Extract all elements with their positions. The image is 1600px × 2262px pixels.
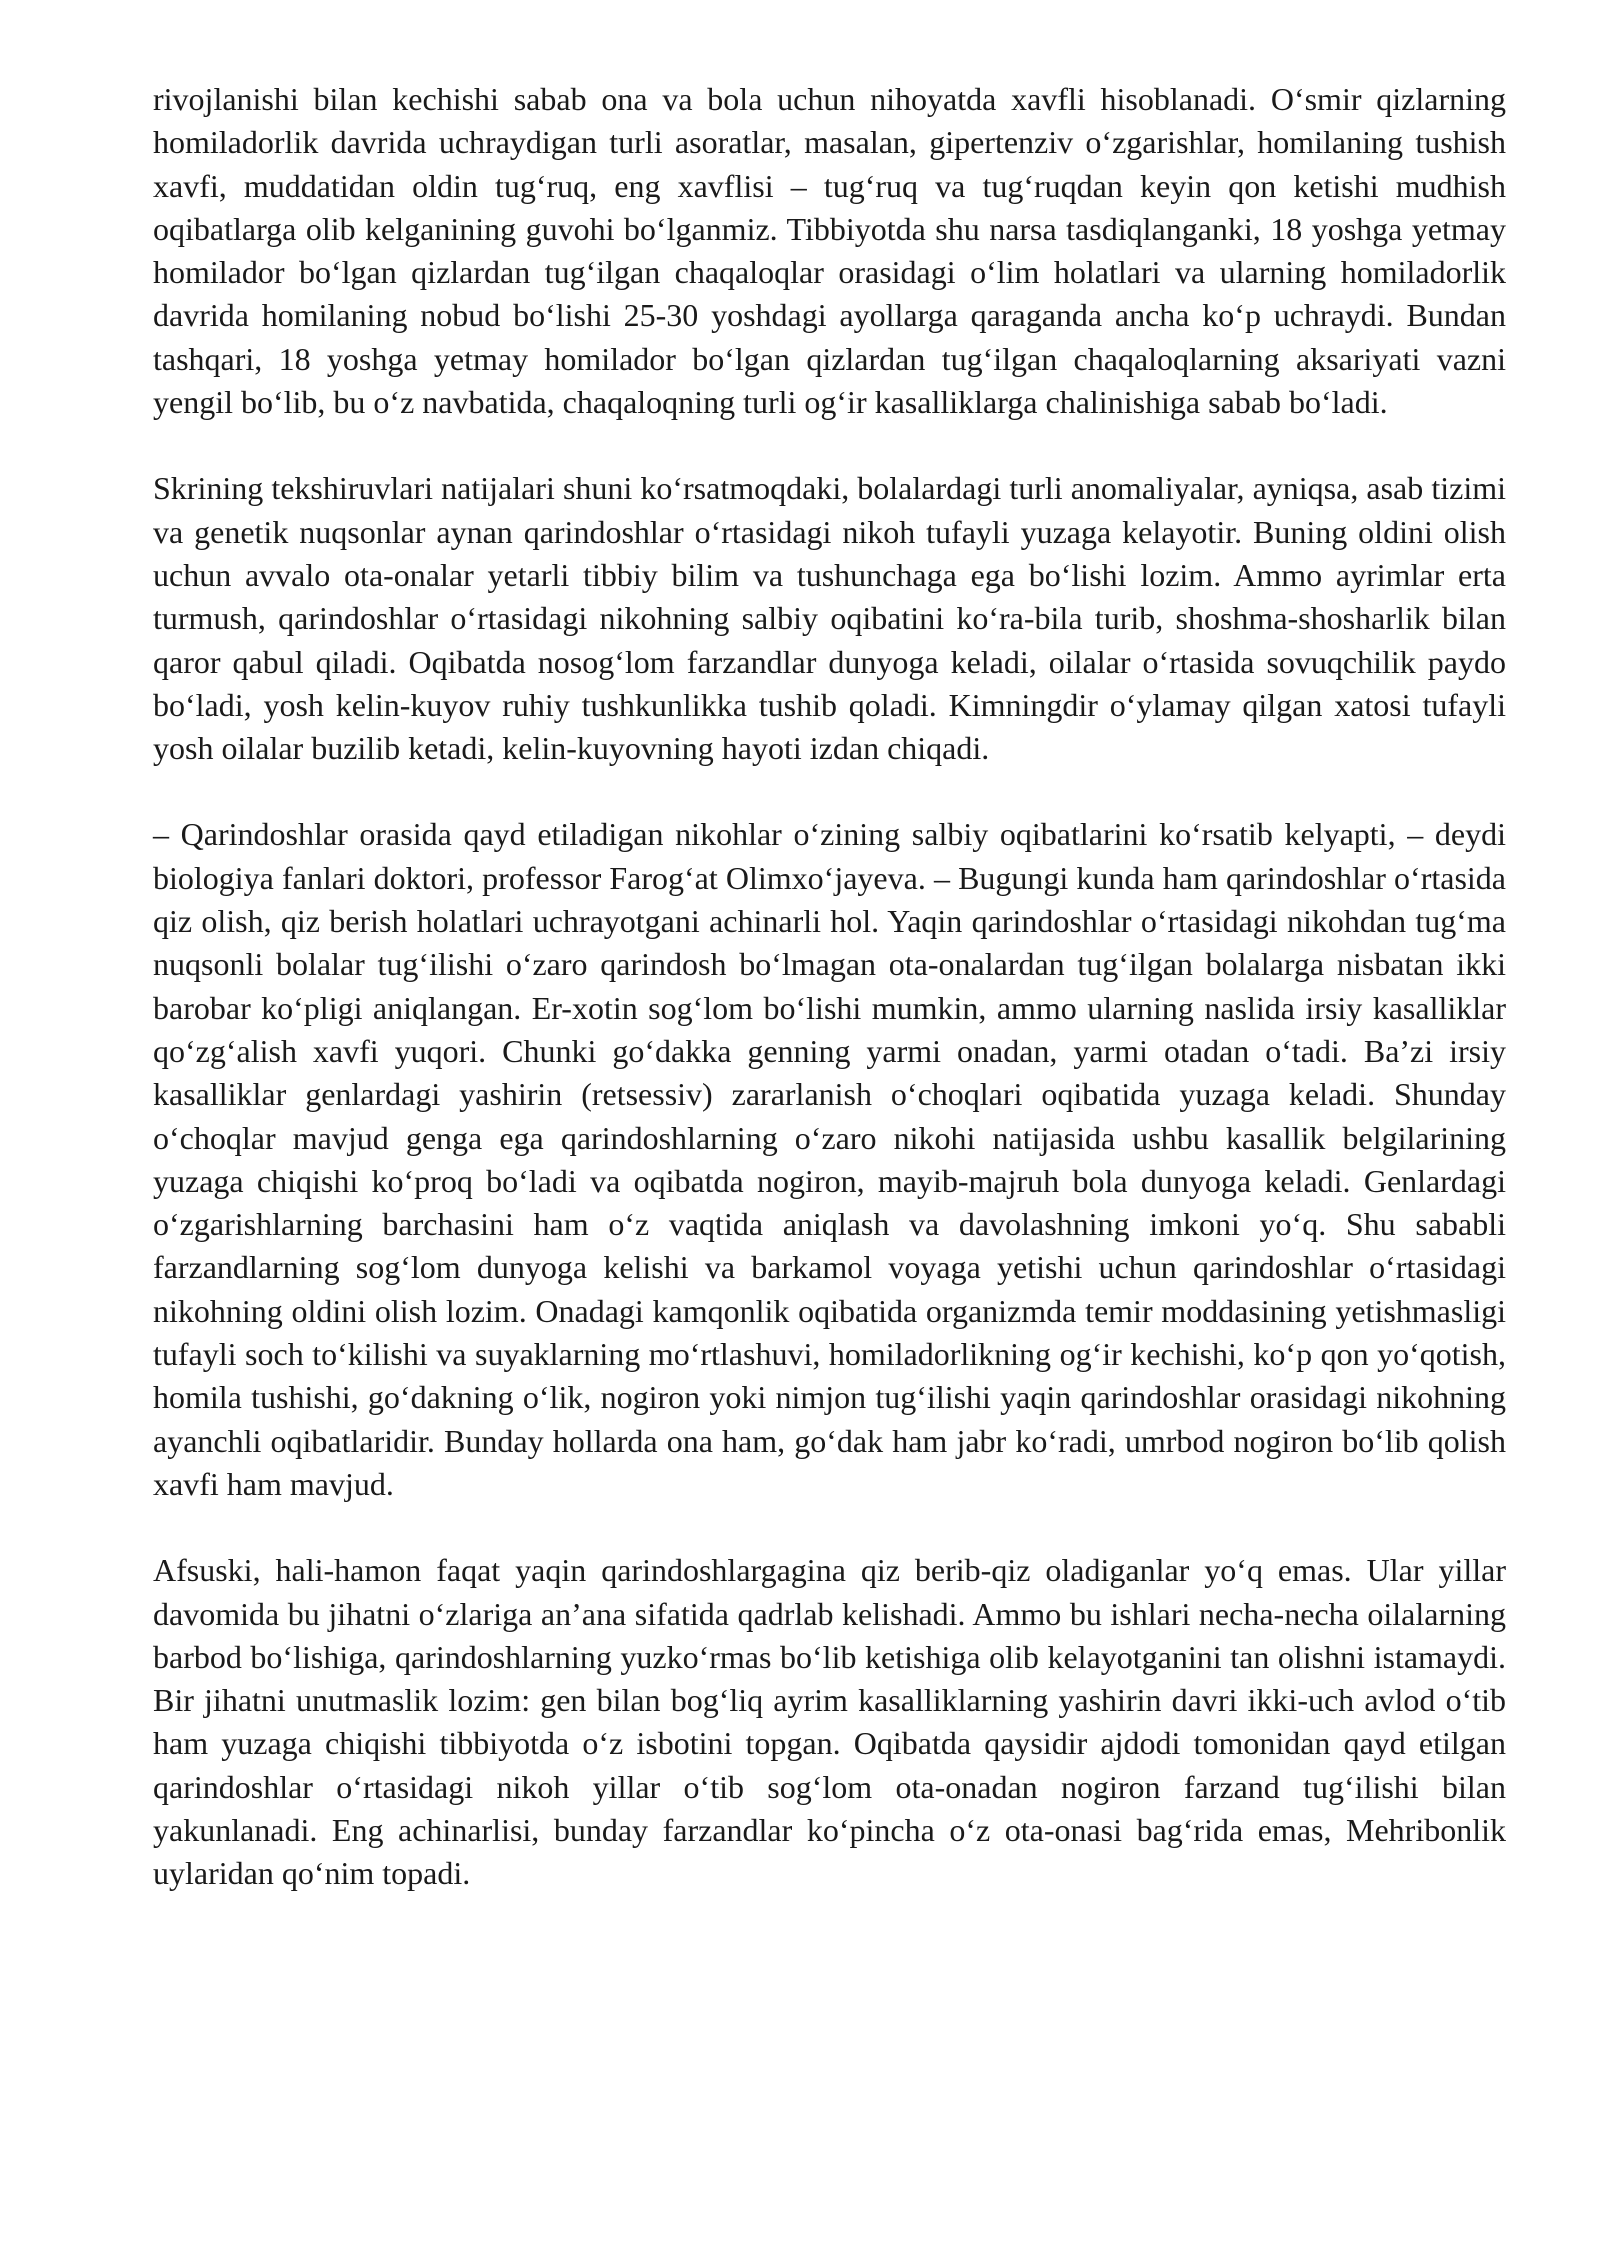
paragraph-4: Afsuski, hali-hamon faqat yaqin qarindoshlargagina qiz berib-qiz oladiganlar yo‘q emas. Ular yillar davomida bu jihatni o‘zlariga an’ana sifatida qadrlab kelishadi. Ammo bu ishlari necha-necha oilalarning barbod bo‘lishiga, qarindoshlarning yuzko‘rmas bo‘lib ketishiga olib kelayotganini tan olishni istamaydi. Bir jihatni unutmaslik lozim: gen bilan bog‘liq ayrim kasalliklarning yashirin davri ikki-uch avlod o‘tib ham yuzaga chiqishi tibbiyotda o‘z isbotini topgan. Oqibatda qaysidir ajdodi tomonidan qayd etilgan qarindoshlar o‘rtasidagi nikoh yillar o‘tib sog‘lom ota-onadan nogiron farzand tug‘ilishi bilan yakunlanadi. Eng achinarlisi, bunday farzandlar ko‘pincha o‘z ota-onasi bag‘rida emas, Mehribonlik uylaridan qo‘nim topadi.	[153, 1552, 1506, 1892]
document-page	[153, 78, 1506, 1896]
paragraph-2: Skrining tekshiruvlari natijalari shuni ko‘rsatmoqdaki, bolalardagi turli anomaliyalar, ayniqsa, asab tizimi va genetik nuqsonlar aynan qarindoshlar o‘rtasidagi nikoh tufayli yuzaga kelayotir. Buning oldini olish uchun avvalo ota-onalar yetarli tibbiy bilim va tushunchaga ega bo‘lishi lozim. Ammo ayrimlar erta turmush, qarindoshlar o‘rtasidagi nikohning salbiy oqibatini ko‘ra-bila turib, shoshma-shosharlik bilan qaror qabul qiladi. Oqibatda nosog‘lom farzandlar dunyoga keladi, oilalar o‘rtasida sovuqchilik paydo bo‘ladi, yosh kelin-kuyov ruhiy tushkunlikka tushib qoladi. Kimningdir o‘ylamay qilgan xatosi tufayli yosh oilalar buzilib ketadi, kelin-kuyovning hayoti izdan chiqadi.	[153, 470, 1506, 767]
paragraph-1: rivojlanishi bilan kechishi sabab ona va bola uchun nihoyatda xavfli hisoblanadi. O‘smir qizlarning homiladorlik davrida uchraydigan turli asoratlar, masalan, gipertenziv o‘zgarishlar, homilaning tushish xavfi, muddatidan oldin tug‘ruq, eng xavflisi – tug‘ruq va tug‘ruqdan keyin qon ketishi mudhish oqibatlarga olib kelganining guvohi bo‘lganmiz. Tibbiyotda shu narsa tasdiqlanganki, 18 yoshga yetmay homilador bo‘lgan qizlardan tug‘ilgan chaqaloqlar orasidagi o‘lim holatlari va ularning homiladorlik davrida homilaning nobud bo‘lishi 25-30 yoshdagi ayollarga qaraganda ancha ko‘p uchraydi. Bundan tashqari, 18 yoshga yetmay homilador bo‘lgan qizlardan tug‘ilgan chaqaloqlarning aksariyati vazni yengil bo‘lib, bu o‘z navbatida, chaqaloqning turli og‘ir kasalliklarga chalinishiga sabab bo‘ladi.	[153, 81, 1506, 421]
paragraph-3: – Qarindoshlar orasida qayd etiladigan nikohlar o‘zining salbiy oqibatlarini ko‘rsatib kelyapti, – deydi biologiya fanlari doktori, professor Farog‘at Olimxo‘jayeva. – Bugungi kunda ham qarindoshlar o‘rtasida qiz olish, qiz berish holatlari uchrayotgani achinarli hol. Yaqin qarindoshlar o‘rtasidagi nikohdan tug‘ma nuqsonli bolalar tug‘ilishi o‘zaro qarindosh bo‘lmagan ota-onalardan tug‘ilgan bolalarga nisbatan ikki barobar ko‘pligi aniqlangan. Er-xotin sog‘lom bo‘lishi mumkin, ammo ularning naslida irsiy kasalliklar qo‘zg‘alish xavfi yuqori. Chunki go‘dakka genning yarmi onadan, yarmi otadan o‘tadi. Ba’zi irsiy kasalliklar genlardagi yashirin (retsessiv) zararlanish o‘choqlari oqibatida yuzaga keladi. Shunday o‘choqlar mavjud genga ega qarindoshlarning o‘zaro nikohi natijasida ushbu kasallik belgilarining yuzaga chiqishi ko‘proq bo‘ladi va oqibatda nogiron, mayib-majruh bola dunyoga keladi. Genlardagi o‘zgarishlarning barchasini ham o‘z vaqtida aniqlash va davolashning imkoni yo‘q. Shu sababli farzandlarning sog‘lom dunyoga kelishi va barkamol voyaga yetishi uchun qarindoshlar o‘rtasidagi nikohning oldini olish lozim. Onadagi kamqonlik oqibatida organizmda temir moddasining yetishmasligi tufayli soch to‘kilishi va suyaklarning mo‘rtlashuvi, homiladorlikning og‘ir kechishi, ko‘p qon yo‘qotish, homila tushishi, go‘dakning o‘lik, nogiron yoki nimjon tug‘ilishi yaqin qarindoshlar orasidagi nikohning ayanchli oqibatlaridir. Bunday hollarda ona ham, go‘dak ham jabr ko‘radi, umrbod nogiron bo‘lib qolish xavfi ham mavjud.	[153, 816, 1506, 1502]
